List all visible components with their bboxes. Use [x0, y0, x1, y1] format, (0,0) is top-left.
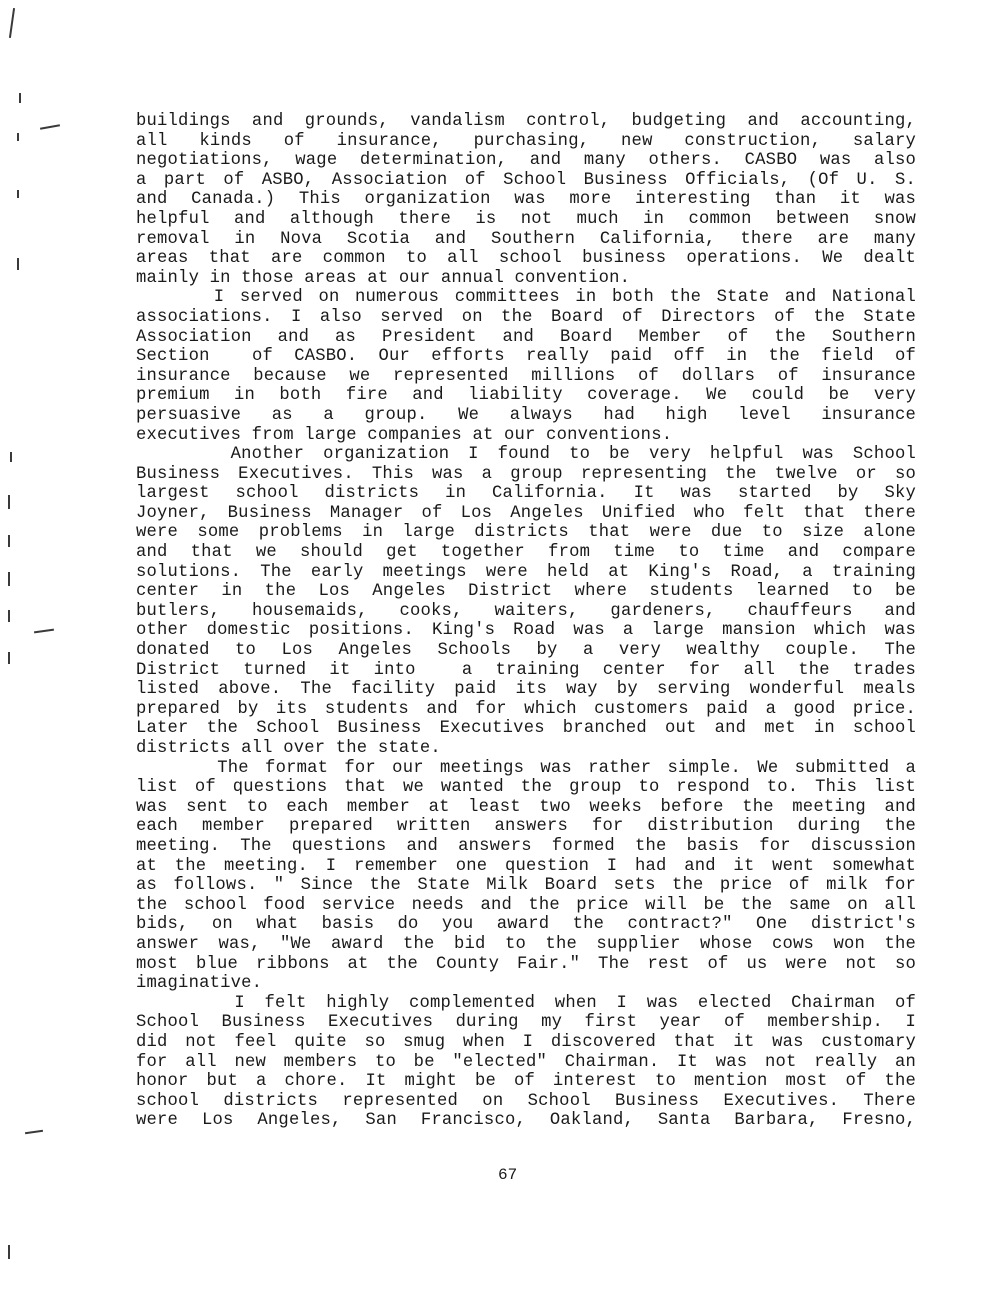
text-line: Business Executives. This was a group representing the twelve or so [136, 464, 916, 484]
text-line: I served on numerous committees in both the State and National [136, 288, 916, 308]
text-line: Another organization I found to be very helpful was School [136, 445, 916, 465]
text-line: areas that are common to all school business operations. We dealt [136, 249, 916, 269]
text-line: largest school districts in California. It was started by Sky [136, 484, 916, 504]
scan-mark [40, 124, 60, 129]
text-line: other domestic positions. King's Road was a large mansion which was [136, 621, 916, 641]
text-line: listed above. The facility paid its way by serving wonderful meals [136, 680, 916, 700]
text-line: Association and as President and Board Member of the Southern [136, 327, 916, 347]
text-line: bids, on what basis do you award the contract?" One district's [136, 915, 916, 935]
body-text [136, 112, 916, 1131]
text-line: buildings and grounds, vandalism control, budgeting and accounting, [136, 112, 916, 131]
text-line: as follows. " Since the State Milk Board sets the price of milk for [136, 876, 916, 896]
scan-mark [10, 452, 12, 462]
text-line: associations. I also served on the Board of Directors of the State [136, 307, 916, 327]
text-line: Joyner, Business Manager of Los Angeles Unified who felt that there [136, 503, 916, 523]
text-line: and Canada.) This organization was more interesting than it was [136, 190, 916, 210]
scan-mark [17, 133, 19, 141]
text-line: persuasive as a group. We always had high level insurance [136, 405, 916, 425]
scan-mark [8, 610, 10, 622]
text-line: were some problems in large districts that were due to size alone [136, 523, 916, 543]
text-line: School Business Executives during my first year of membership. I [136, 1013, 916, 1033]
text-line: removal in Nova Scotia and Southern California, there are many [136, 229, 916, 249]
text-line: at the meeting. I remember one question I had and it went somewhat [136, 856, 916, 876]
page-number: 67 [498, 1166, 518, 1184]
text-line: The format for our meetings was rather simple. We submitted a [136, 758, 916, 778]
scan-mark [8, 535, 10, 547]
text-line: center in the Los Angeles District where students learned to be [136, 582, 916, 602]
text-line: the school food service needs and the price will be the same on all [136, 895, 916, 915]
text-line: premium in both fire and liability coverage. We could be very [136, 386, 916, 406]
text-line: donated to Los Angeles Schools by a very wealthy couple. The [136, 641, 916, 661]
text-line: executives from large companies at our conventions. [136, 425, 673, 445]
text-line: meeting. The questions and answers formed the basis for discussion [136, 836, 916, 856]
text-line: insurance because we represented millions of dollars of insurance [136, 366, 916, 386]
text-line: most blue ribbons at the County Fair." The rest of us were not so [136, 954, 916, 974]
text-line: a part of ASBO, Association of School Business Officials, (Of U. S. [136, 170, 916, 190]
text-line: was sent to each member at least two weeks before the meeting and [136, 797, 916, 817]
scan-mark [9, 8, 15, 38]
text-line: helpful and although there is not much in common between snow [136, 209, 916, 229]
scan-mark [17, 190, 19, 198]
text-line: answer was, "We award the bid to the supplier whose cows won the [136, 934, 916, 954]
text-line: I felt highly complemented when I was elected Chairman of [136, 993, 916, 1013]
text-line: imaginative. [136, 974, 263, 994]
scan-mark [8, 495, 10, 509]
text-line: did not feel quite so smug when I discovered that it was customary [136, 1032, 916, 1052]
text-line: negotiations, wage determination, and many others. CASBO was also [136, 151, 916, 171]
text-line: Section of CASBO. Our efforts really paid off in the field of [136, 347, 916, 367]
text-line: and that we should get together from time to time and compare [136, 543, 916, 563]
scan-mark [17, 258, 19, 270]
scan-mark [34, 629, 54, 634]
text-line: butlers, housemaids, cooks, waiters, gardeners, chauffeurs and [136, 601, 916, 621]
text-line: each member prepared written answers for distribution during the [136, 817, 916, 837]
text-line: mainly in those areas at our annual convention. [136, 268, 631, 288]
scan-mark [19, 93, 21, 103]
text-line: prepared by its students and for which customers paid a good price. [136, 699, 916, 719]
text-line: honor but a chore. It might be of interest to mention most of the [136, 1072, 916, 1092]
text-line: District turned it into a training center for all the trades [136, 660, 916, 680]
text-line: school districts represented on School Business Executives. There [136, 1091, 916, 1111]
text-line: list of questions that we wanted the group to respond to. This list [136, 778, 916, 798]
text-line: all kinds of insurance, purchasing, new construction, salary [136, 131, 916, 151]
scan-mark [8, 572, 10, 586]
scan-mark [8, 652, 10, 664]
text-line: for all new members to be "elected" Chairman. It was not really an [136, 1052, 916, 1072]
text-line: were Los Angeles, San Francisco, Oakland, Santa Barbara, Fresno, [136, 1111, 916, 1131]
scan-mark [25, 1130, 43, 1134]
text-line: districts all over the state. [136, 739, 441, 758]
scan-mark [8, 1245, 10, 1259]
text-line: solutions. The early meetings were held at King's Road, a training [136, 562, 916, 582]
text-line: Later the School Business Executives branched out and met in school [136, 719, 916, 739]
